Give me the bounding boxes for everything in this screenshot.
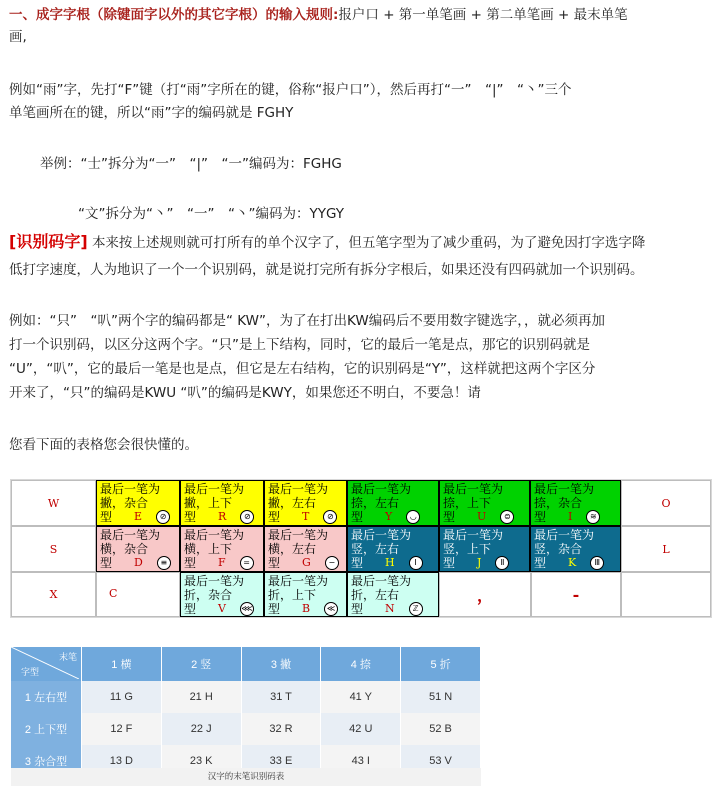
key-r xyxy=(180,480,264,526)
table-cell: 43 I xyxy=(321,745,401,777)
examples2-line-2: “文”拆分为“丶” “一” “丶”编码为：YYGY xyxy=(78,206,344,222)
key-t xyxy=(264,480,347,526)
key-line-3 xyxy=(443,556,526,570)
key-line-1: 最后一笔为 xyxy=(268,574,329,588)
key-line-3 xyxy=(443,510,526,524)
key-type-label: 型 xyxy=(184,602,197,616)
key-empty-right xyxy=(621,572,711,617)
key-line-2: 捺，上下 xyxy=(443,496,492,510)
key-line-2: 横，上下 xyxy=(184,542,233,556)
key-d xyxy=(96,526,180,572)
key-line-1: 最后一笔为 xyxy=(534,482,595,496)
key-line-3 xyxy=(534,510,617,524)
key-line-3 xyxy=(184,510,260,524)
right-letter-l: L xyxy=(621,526,711,572)
key-type-label: 型 xyxy=(268,602,281,616)
key-y xyxy=(347,480,439,526)
key-i xyxy=(530,480,621,526)
key-line-1: 最后一笔为 xyxy=(534,528,595,542)
example3-line-3: “U”，“叭”，它的最后一笔是也是点，但它是左右结构，它的识别码是“Y”，这样就把这两个字区分 xyxy=(9,361,596,377)
key-line-2: 撇，上下 xyxy=(184,496,233,510)
column-header: 2 竖 xyxy=(161,647,241,681)
key-letter: T xyxy=(302,510,310,523)
key-type-label: 型 xyxy=(100,556,113,570)
row-header: 3 杂合型 xyxy=(11,745,82,777)
stroke-icon: ⊜ xyxy=(500,510,514,524)
key-line-3 xyxy=(268,510,343,524)
stroke-icon: ⊘ xyxy=(323,510,337,524)
key-letter: Y xyxy=(385,510,393,523)
table-cell: 23 K xyxy=(161,745,241,777)
key-line-1: 最后一笔为 xyxy=(351,528,412,542)
table-cell: 41 Y xyxy=(321,681,401,713)
key-k xyxy=(530,526,621,572)
key-line-2: 撇，杂合 xyxy=(100,496,149,510)
key-line-1: 最后一笔为 xyxy=(100,482,161,496)
key-h xyxy=(347,526,439,572)
example3-line-1: 例如：“只” “叭”两个字的编码都是“ KW”，为了在打出KW编码后不要用数字键选字，，就必须再加 xyxy=(9,313,605,329)
row-header: 2 上下型 xyxy=(11,713,82,745)
key-c xyxy=(96,572,180,617)
key-line-2: 折，杂合 xyxy=(184,588,233,602)
key-letter: R xyxy=(218,510,227,523)
key-letter: V xyxy=(218,602,226,615)
code-table xyxy=(11,647,481,777)
stroke-icon: Ⅰ xyxy=(409,556,423,570)
key-type-label: 型 xyxy=(351,602,364,616)
key-letter: I xyxy=(568,510,573,523)
recognition-line-2: 低打字速度，人为地识了一个一个识别码，就是说打完所有拆分字根后，如果还没有四码就加一个识别码。 xyxy=(9,262,644,278)
key-letter: D xyxy=(134,556,143,569)
column-header: 5 折 xyxy=(401,647,481,681)
keyboard-table xyxy=(10,479,712,618)
key-line-1: 最后一笔为 xyxy=(184,574,245,588)
key-letter: F xyxy=(218,556,226,569)
stroke-icon: − xyxy=(325,556,339,570)
row-letter-w: W xyxy=(11,480,96,526)
stroke-icon: ℤ xyxy=(409,602,423,616)
key-type-label: 型 xyxy=(351,556,364,570)
table-cell: 21 H xyxy=(161,681,241,713)
key-line-1: 最后一笔为 xyxy=(100,528,161,542)
key-type-label: 型 xyxy=(268,510,281,524)
key-type-label: 型 xyxy=(534,556,547,570)
key-line-3 xyxy=(268,602,343,616)
table-cell: 31 T xyxy=(241,681,321,713)
key-line-1: 最后一笔为 xyxy=(351,482,412,496)
recognition-text-1: 本来按上述规则就可打所有的单个汉字了，但五笔字型为了减少重码，为了避免因打字选字降 xyxy=(91,235,646,251)
stroke-icon: ⊘ xyxy=(240,510,254,524)
corner-top-label: 末笔 xyxy=(58,652,77,662)
table-cell: 33 E xyxy=(241,745,321,777)
key-line-1: 最后一笔为 xyxy=(268,528,329,542)
key-line-3 xyxy=(351,510,435,524)
stroke-icon: Ⅲ xyxy=(590,556,604,570)
example3-line-4: 开来了，“只”的编码是KWU “叭”的编码是KWY，如果您还不明白，不要急！请 xyxy=(9,385,481,401)
key-line-3 xyxy=(184,602,260,616)
key-letter: J xyxy=(477,556,482,569)
key-type-label: 型 xyxy=(184,510,197,524)
row-header: 1 左右型 xyxy=(11,681,82,713)
key-type-label: 型 xyxy=(351,510,364,524)
stroke-icon: ◡ xyxy=(406,510,420,524)
key-line-1: 最后一笔为 xyxy=(184,482,245,496)
key-line-3 xyxy=(184,556,260,570)
intro-line-2: 画, xyxy=(9,29,27,45)
key-minus: - xyxy=(531,572,621,617)
key-line-1: 最后一笔为 xyxy=(443,528,504,542)
key-line-2: 横，杂合 xyxy=(100,542,149,556)
stroke-icon: = xyxy=(240,556,254,570)
key-f xyxy=(180,526,264,572)
key-type-label: 型 xyxy=(443,510,456,524)
code-table-header xyxy=(11,647,481,681)
key-g xyxy=(264,526,347,572)
key-type-label: 型 xyxy=(443,556,456,570)
key-line-2: 捺，杂合 xyxy=(534,496,583,510)
key-line-3 xyxy=(351,556,435,570)
example3-line-2: 打一个识别码，以区分这两个字。“只”是上下结构，同时，它的最后一笔是点，那它的识别码就是 xyxy=(9,337,590,353)
key-type-label: 型 xyxy=(268,556,281,570)
table-caption: 汉字的末笔识别码表 xyxy=(11,768,481,786)
key-u xyxy=(439,480,530,526)
key-comma: ， xyxy=(439,572,531,617)
key-line-2: 横，左右 xyxy=(268,542,317,556)
key-type-label: 型 xyxy=(100,510,113,524)
key-line-2: 捺，左右 xyxy=(351,496,400,510)
key-line-1: 最后一笔为 xyxy=(443,482,504,496)
example-line-2: 单笔画所在的键，所以“雨”字的编码就是 FGHY xyxy=(9,105,294,121)
key-line-2: 折，左右 xyxy=(351,588,400,602)
key-letter: B xyxy=(302,602,311,615)
key-n xyxy=(347,572,439,617)
stroke-icon: ⊘ xyxy=(156,510,170,524)
key-line-2: 折，上下 xyxy=(268,588,317,602)
corner-cell xyxy=(11,647,82,681)
table-cell: 52 B xyxy=(401,713,481,745)
stroke-icon: ⋘ xyxy=(240,602,254,616)
key-line-1: 最后一笔为 xyxy=(351,574,412,588)
key-line-3 xyxy=(268,556,343,570)
key-line-3 xyxy=(100,556,176,570)
corner-bottom-label: 字型 xyxy=(21,667,40,677)
key-line-3 xyxy=(351,602,435,616)
key-v xyxy=(180,572,264,617)
key-line-2: 竖，杂合 xyxy=(534,542,583,556)
key-line-1: 最后一笔为 xyxy=(184,528,245,542)
key-letter: K xyxy=(568,556,577,569)
key-letter: E xyxy=(134,510,143,523)
key-letter: G xyxy=(302,556,311,569)
recognition-heading: [识别码字] xyxy=(9,232,88,251)
key-j xyxy=(439,526,530,572)
row-letter-s: S xyxy=(11,526,96,572)
key-line-3 xyxy=(100,510,176,524)
column-header: 4 捺 xyxy=(321,647,401,681)
column-header: 3 撇 xyxy=(241,647,321,681)
key-line-2: 撇，左右 xyxy=(268,496,317,510)
table-cell: 13 D xyxy=(82,745,162,777)
stroke-icon: ≋ xyxy=(586,510,600,524)
table-row xyxy=(11,681,481,713)
key-type-label: 型 xyxy=(184,556,197,570)
stroke-icon: ≡ xyxy=(157,556,171,570)
key-line-2: 竖，上下 xyxy=(443,542,492,556)
stroke-icon: ≪ xyxy=(324,602,338,616)
table-row xyxy=(11,713,481,745)
row-letter-x: X xyxy=(11,572,96,617)
intro-line-1 xyxy=(9,5,628,25)
table-cell: 22 J xyxy=(161,713,241,745)
table-cell: 11 G xyxy=(82,681,162,713)
intro-title: 一、成字字根（除键面字以外的其它字根）的输入规则: xyxy=(9,7,339,23)
key-type-label: 型 xyxy=(534,510,547,524)
intro-rule: 报户口 + 第一单笔画 + 第二单笔画 + 最末单笔 xyxy=(338,7,628,23)
key-b xyxy=(264,572,347,617)
column-header: 1 横 xyxy=(82,647,162,681)
key-line-1: 最后一笔为 xyxy=(268,482,329,496)
examples2-line-1: 举例：“士”拆分为“一” “|” “一”编码为：FGHG xyxy=(40,156,342,172)
key-e xyxy=(96,480,180,526)
table-cell: 42 U xyxy=(321,713,401,745)
key-letter: H xyxy=(385,556,395,569)
key-line-2: 竖，左右 xyxy=(351,542,400,556)
right-letter-o: O xyxy=(621,480,711,526)
stroke-icon: Ⅱ xyxy=(495,556,509,570)
example-line-1: 例如“雨”字，先打“F”键（打“雨”字所在的键，俗称“报户口”），然后再打“一” “|” “丶”三个 xyxy=(9,82,572,98)
table-cell: 12 F xyxy=(82,713,162,745)
key-letter: U xyxy=(477,510,487,523)
table-cell: 51 N xyxy=(401,681,481,713)
key-letter: N xyxy=(385,602,395,615)
table-cell: 32 R xyxy=(241,713,321,745)
recognition-line-1 xyxy=(9,232,645,253)
tip-line: 您看下面的表格您会很快懂的。 xyxy=(9,437,198,453)
key-line-3 xyxy=(534,556,617,570)
key-c-letter: C xyxy=(109,587,118,600)
table-cell: 53 V xyxy=(401,745,481,777)
